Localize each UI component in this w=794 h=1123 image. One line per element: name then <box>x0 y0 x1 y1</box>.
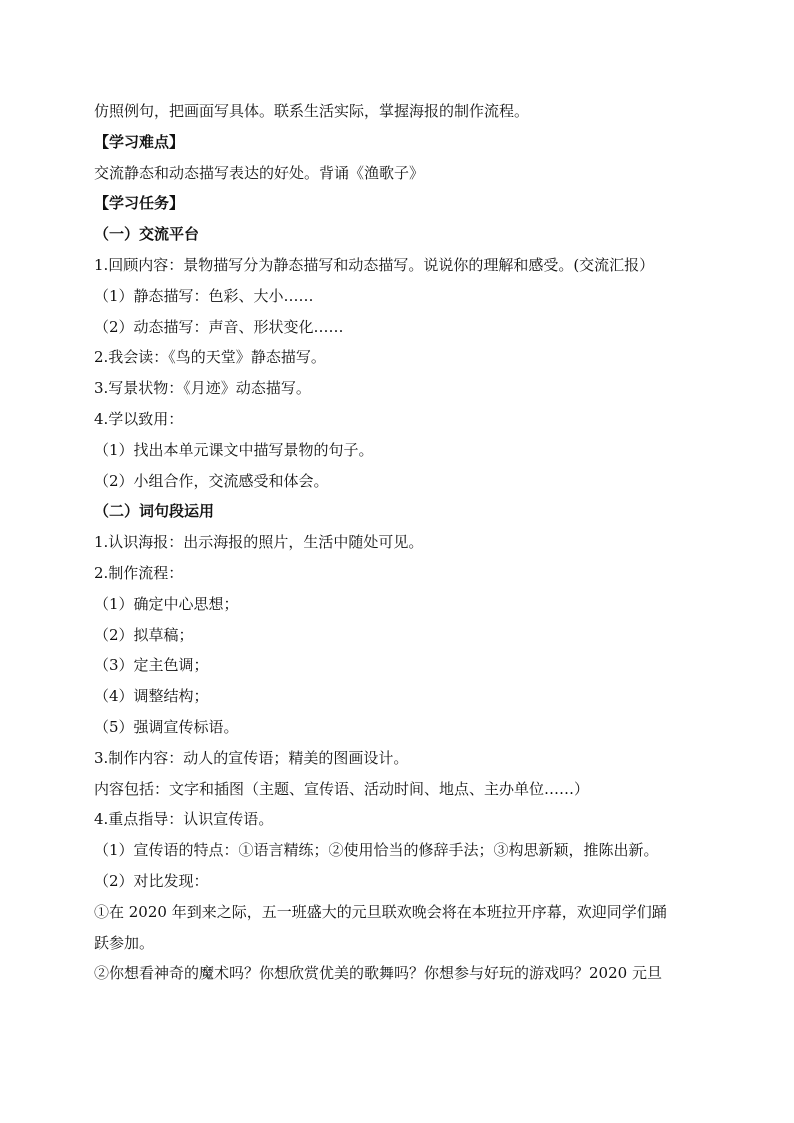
subheading-word-usage: （二）词句段运用 <box>94 502 215 521</box>
list-item-content: 3.制作内容：动人的宣传语；精美的图画设计。 <box>94 748 409 767</box>
list-subitem-draft: （2）拟草稿； <box>94 625 194 644</box>
list-subitem-theme: （1）确定中心思想； <box>94 594 239 613</box>
list-item-guidance: 4.重点指导：认识宣传语。 <box>94 810 274 829</box>
paragraph-content-includes: 内容包括：文字和插图（主题、宣传语、活动时间、地点、主办单位……） <box>94 779 590 798</box>
list-subitem-slogan: （5）强调宣传标语。 <box>94 717 239 736</box>
list-subitem-compare: （2）对比发现： <box>94 871 209 890</box>
example-one-line-1: ①在 2020 年到来之际，五一班盛大的元旦联欢晚会将在本班拉开序幕，欢迎同学们踊 <box>94 902 667 921</box>
paragraph-learning-goal: 仿照例句，把画面写具体。联系生活实际，掌握海报的制作流程。 <box>94 102 530 120</box>
paragraph-difficulty: 交流静态和动态描写表达的好处。背诵《渔歌子》 <box>94 163 425 182</box>
list-item-poster: 1.认识海报：出示海报的照片，生活中随处可见。 <box>94 533 424 552</box>
subheading-exchange-platform: （一）交流平台 <box>94 225 200 244</box>
list-subitem-structure: （4）调整结构； <box>94 687 209 706</box>
document-body <box>94 96 704 989</box>
list-item-reading: 2.我会读：《鸟的天堂》静态描写。 <box>94 348 326 367</box>
list-item-apply: 4.学以致用： <box>94 409 184 428</box>
list-item-scenery: 3.写景状物：《月迹》动态描写。 <box>94 379 311 398</box>
list-subitem-static: （1）静态描写：色彩、大小…… <box>94 286 314 305</box>
list-subitem-dynamic: （2）动态描写：声音、形状变化…… <box>94 317 344 336</box>
heading-learning-tasks: 【学习任务】 <box>94 194 185 213</box>
list-subitem-features: （1）宣传语的特点：①语言精练；②使用恰当的修辞手法；③构思新颖，推陈出新。 <box>94 841 659 860</box>
heading-learning-difficulty: 【学习难点】 <box>94 132 185 151</box>
example-two-line-1: ②你想看神奇的魔术吗？你想欣赏优美的歌舞吗？你想参与好玩的游戏吗？2020 元旦 <box>94 964 662 983</box>
list-item-process: 2.制作流程： <box>94 563 184 582</box>
example-one-line-2: 跃参加。 <box>94 933 155 952</box>
list-subitem-color: （3）定主色调； <box>94 656 209 675</box>
list-subitem-find: （1）找出本单元课文中描写景物的句子。 <box>94 440 374 459</box>
list-item-review: 1.回顾内容：景物描写分为静态描写和动态描写。说说你的理解和感受。(交流汇报） <box>94 255 655 274</box>
list-subitem-group: （2）小组合作，交流感受和体会。 <box>94 471 329 490</box>
